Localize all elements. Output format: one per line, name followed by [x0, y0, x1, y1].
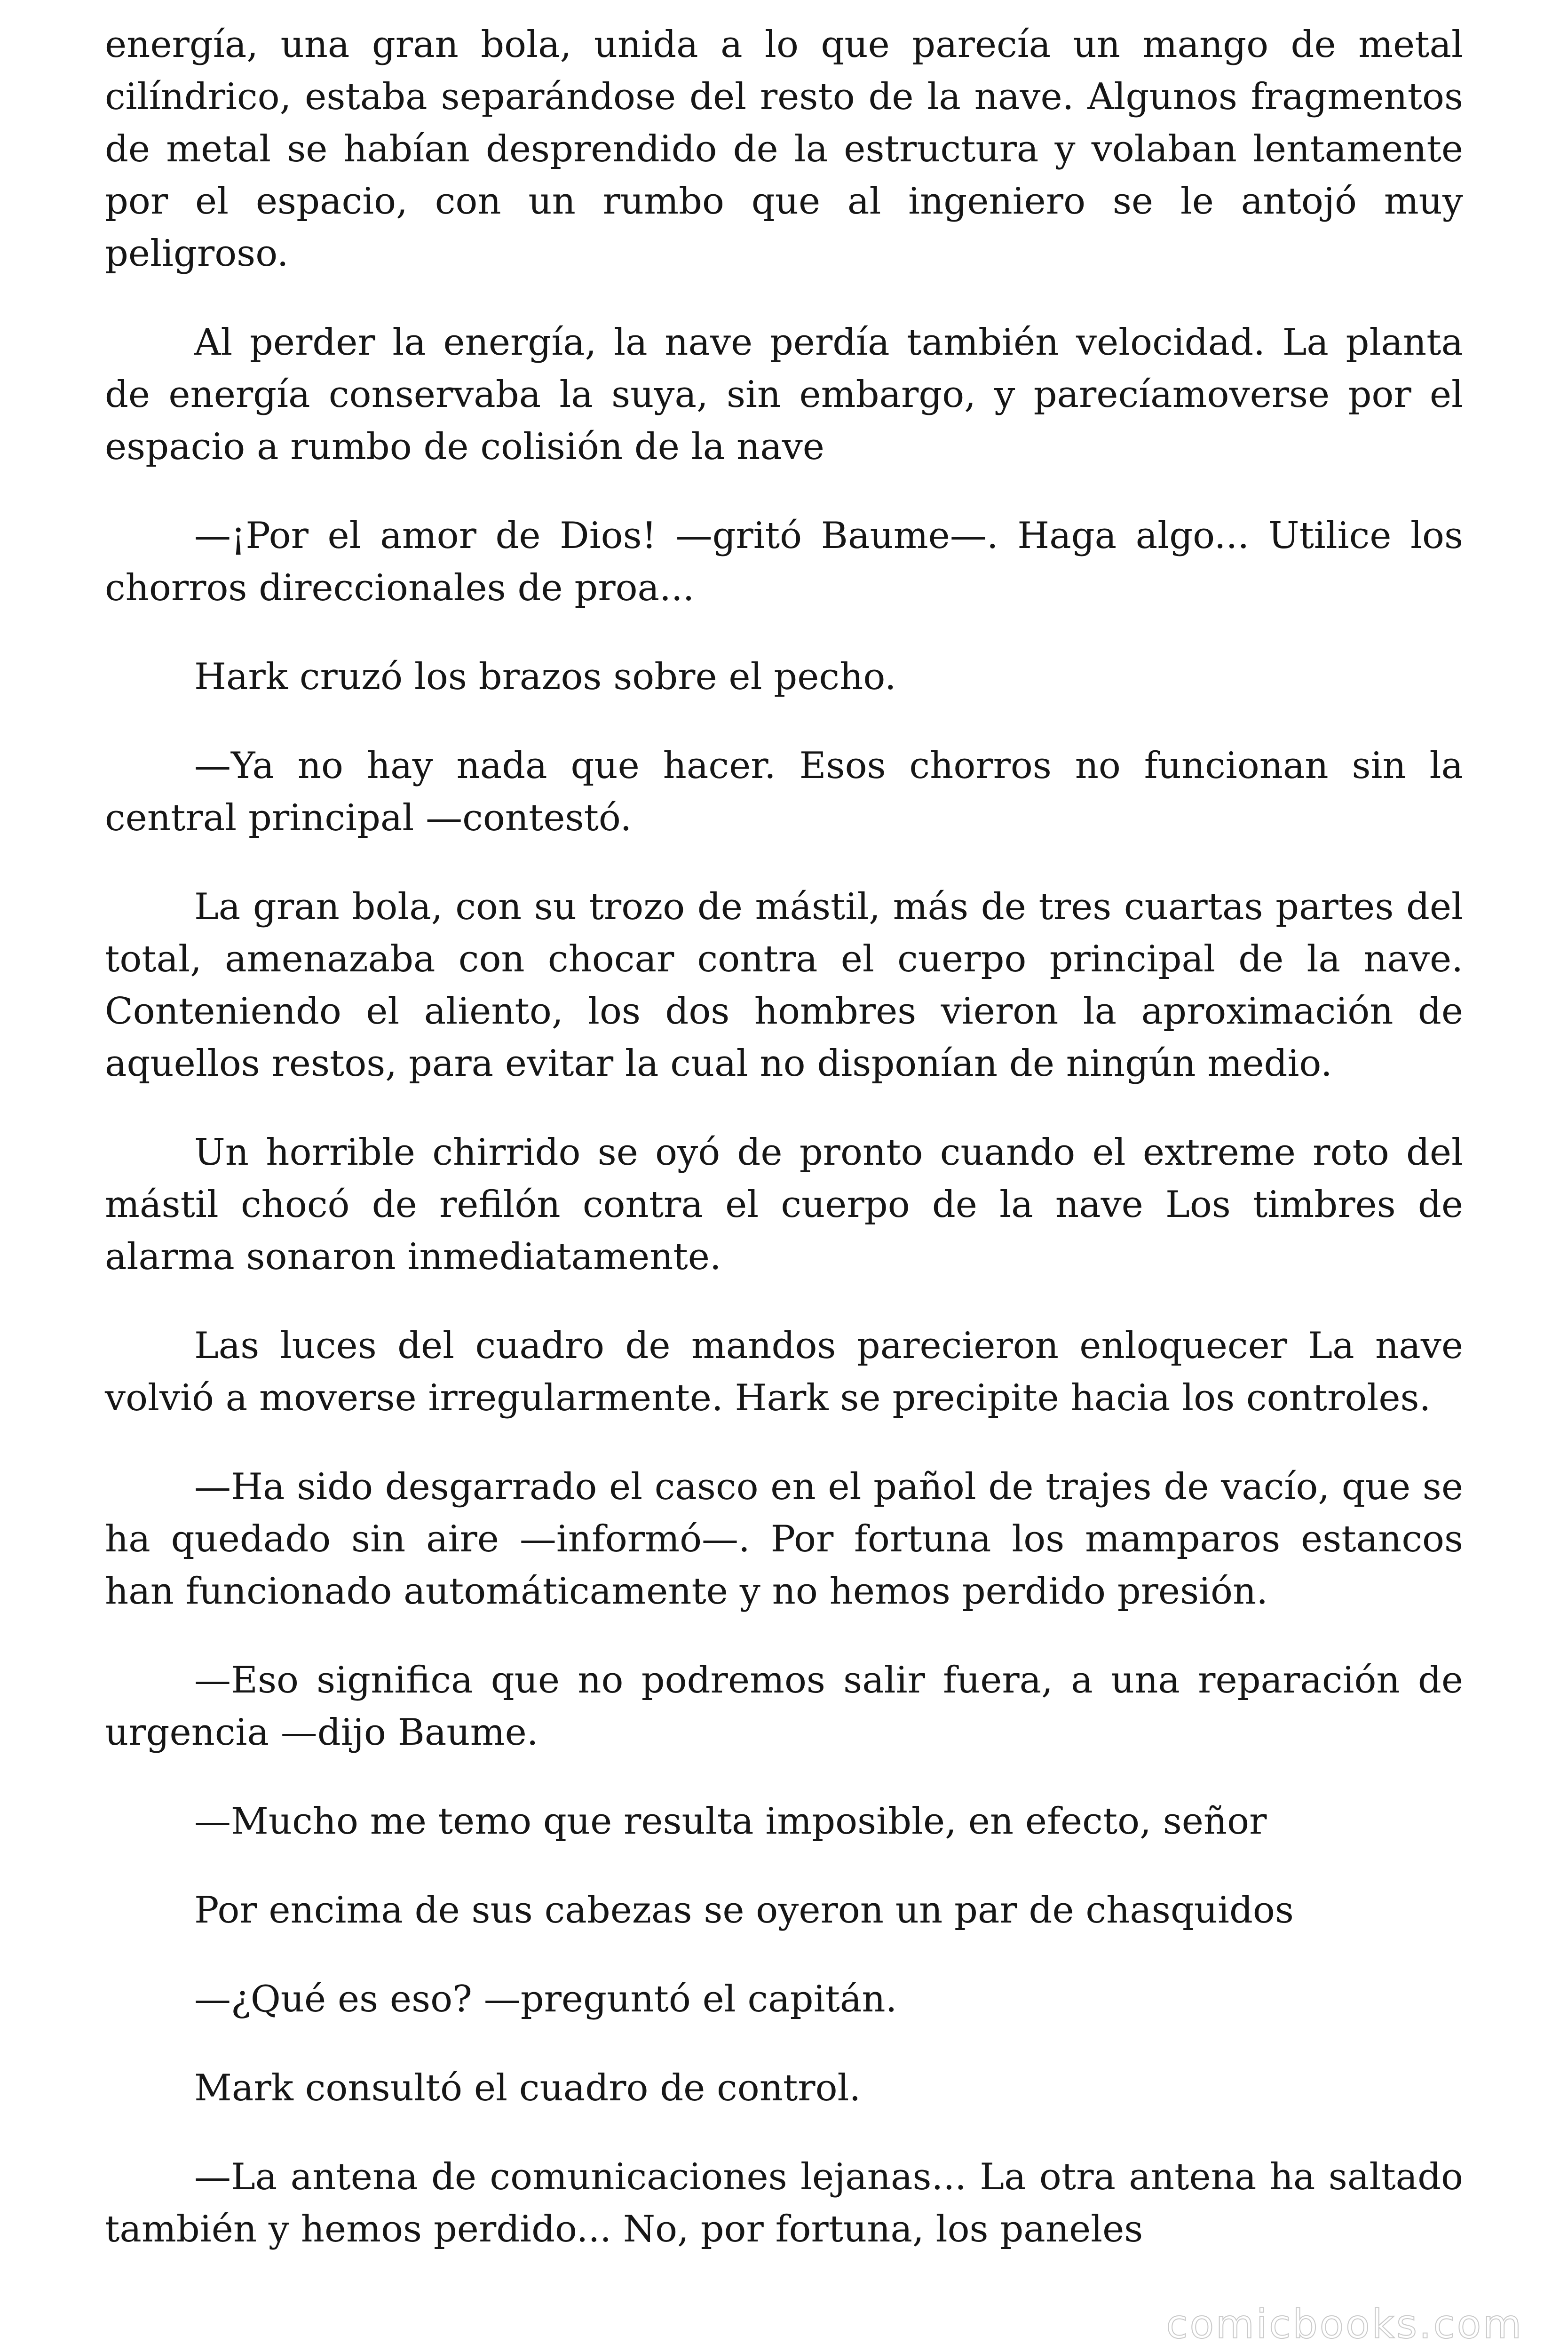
paragraph: —Ha sido desgarrado el casco en el pañol de trajes de vacío, que se ha quedado sin aire —informó—. Por fortuna los mamparos estancos han funcionado automáticamente y no hemos perdido presión. — [105, 1466, 1463, 1613]
paragraph: Mark consultó el cuadro de control. — [194, 2067, 861, 2109]
paragraph: Al perder la energía, la nave perdía también velocidad. La planta de energía conservaba la suya, sin embargo, y parecíamoverse por el espacio a rumbo de colisión de la nave — [105, 321, 1463, 468]
paragraph: energía, una gran bola, unida a lo que parecía un mango de metal cilíndrico, estaba separándose del resto de la nave. Algunos fragmentos de metal se habían desprendido de la estructura y volaban lentamente por el espacio, con un rumbo que al ingeniero se le antojó muy peligroso. — [105, 24, 1463, 275]
paragraph: —¿Qué es eso? —preguntó el capitán. — [194, 1978, 897, 2020]
paragraph: —¡Por el amor de Dios! —gritó Baume—. Haga algo... Utilice los chorros direccionales de proa... — [105, 515, 1463, 609]
paragraph: La gran bola, con su trozo de mástil, más de tres cuartas partes del total, amenazaba con chocar contra el cuerpo principal de la nave. Conteniendo el aliento, los dos hombres vieron la aproximación de aquellos restos, para evitar la cual no disponían de ningún medio. — [105, 886, 1463, 1085]
watermark: comicbooks.com — [1166, 2301, 1523, 2347]
paragraph: —Eso significa que no podremos salir fuera, a una reparación de urgencia —dijo Baume. — [105, 1659, 1463, 1754]
paragraph: —La antena de comunicaciones lejanas... La otra antena ha saltado también y hemos perdido... No, por fortuna, los paneles — [105, 2156, 1463, 2250]
paragraph: Las luces del cuadro de mandos parecieron enloquecer La nave volvió a moverse irregularmente. Hark se precipite hacia los controles. — [105, 1325, 1463, 1419]
paragraph: Un horrible chirrido se oyó de pronto cuando el extreme roto del mástil chocó de refilón contra el cuerpo de la nave Los timbres de alarma sonaron inmediatamente. — [105, 1131, 1463, 1278]
paragraph: —Ya no hay nada que hacer. Esos chorros no funcionan sin la central principal —contestó. — [105, 745, 1463, 839]
paragraph: —Mucho me temo que resulta imposible, en efecto, señor — [194, 1800, 1267, 1843]
paragraph: Hark cruzó los brazos sobre el pecho. — [194, 656, 896, 698]
page-body — [105, 19, 1463, 2292]
paragraph: Por encima de sus cabezas se oyeron un par de chasquidos — [194, 1889, 1294, 1931]
